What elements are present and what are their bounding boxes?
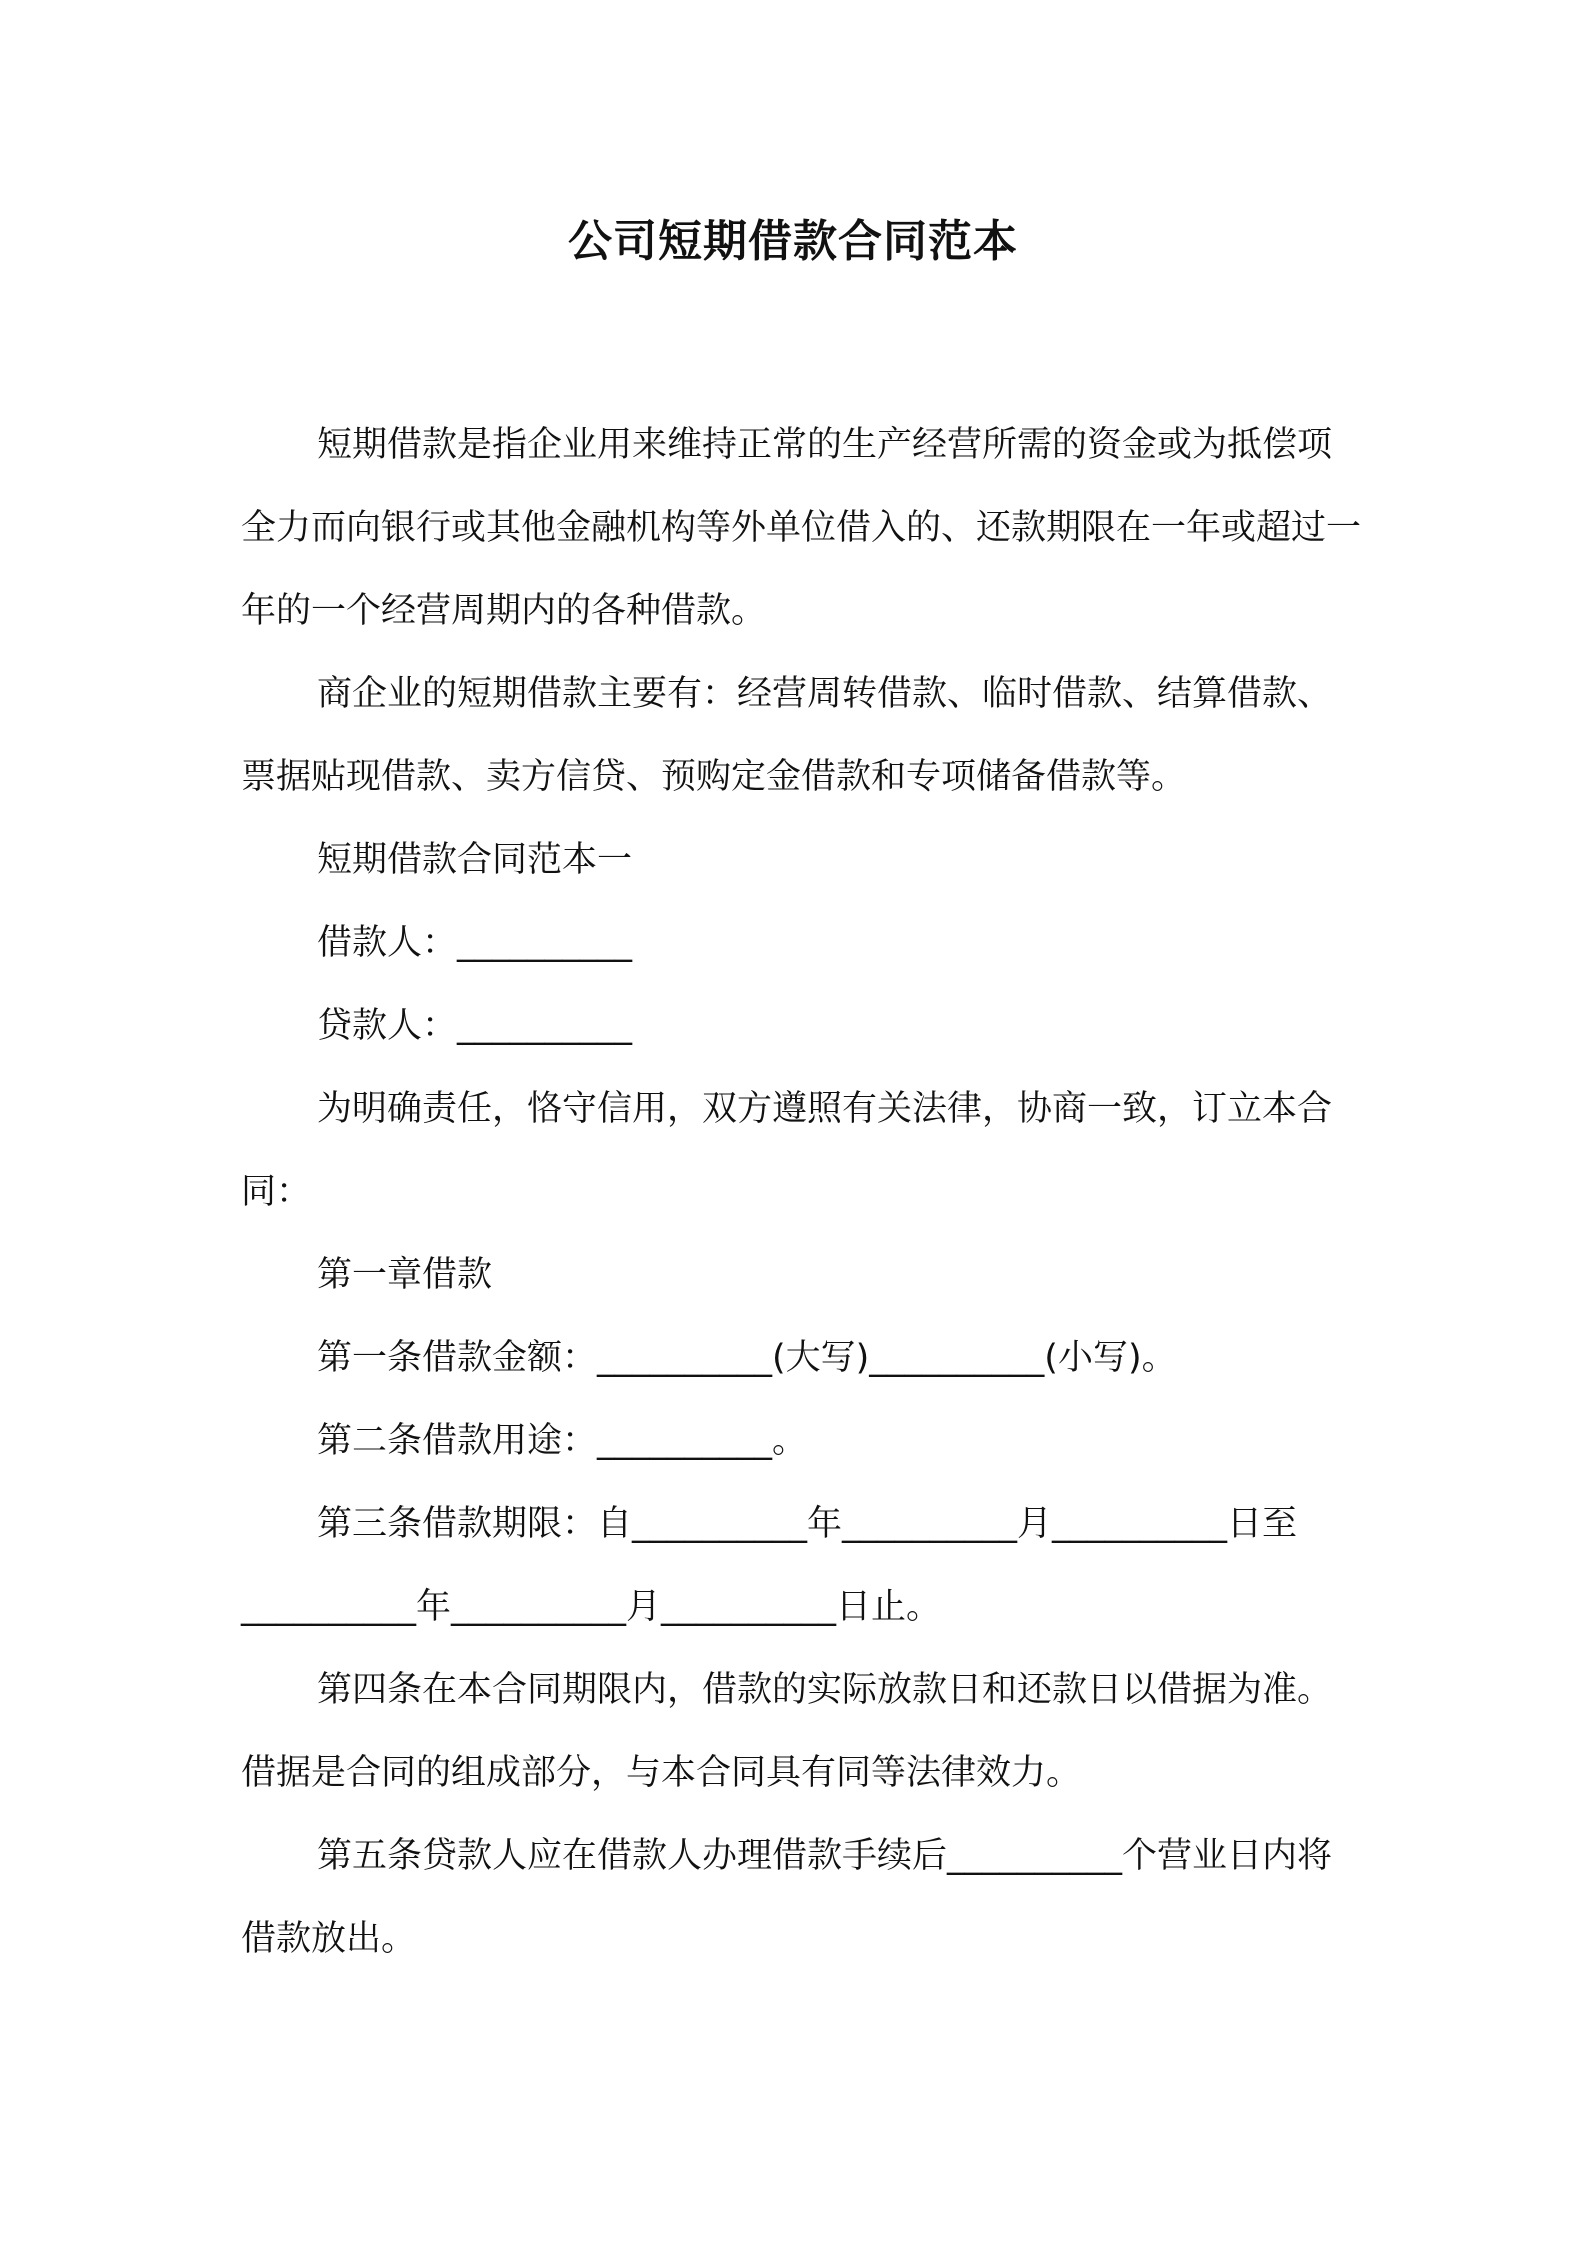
lender-line: 贷款人：__________ <box>317 1006 633 1046</box>
article-5-disbursement: 第五条贷款人应在借款人办理借款手续后__________个营业日内将借款放出。 <box>241 1836 1333 1959</box>
paragraph-loan-types: 商企业的短期借款主要有：经营周转借款、临时借款、结算借款、票据贴现借款、卖方信贷、预购定金借款和专项储备借款等。 <box>241 674 1333 797</box>
document-title: 公司短期借款合同范本 <box>568 216 1018 267</box>
paragraph-definition: 短期借款是指企业用来维持正常的生产经营所需的资金或为抵偿项全力而向银行或其他金融机构等外单位借入的、还款期限在一年或超过一年的一个经营周期内的各种借款。 <box>241 425 1362 631</box>
document-body <box>241 404 1361 1981</box>
article-4-receipt: 第四条在本合同期限内，借款的实际放款日和还款日以借据为准。借据是合同的组成部分，与本合同具有同等法律效力。 <box>241 1670 1333 1793</box>
article-3-term: 第三条借款期限：自__________年__________月__________日至__________年__________月__________日止。 <box>241 1504 1298 1627</box>
preamble: 为明确责任，恪守信用，双方遵照有关法律，协商一致，订立本合同： <box>241 1089 1333 1212</box>
borrower-line: 借款人：__________ <box>317 923 633 963</box>
chapter-1-heading: 第一章借款 <box>317 1255 493 1295</box>
contract-heading: 短期借款合同范本一 <box>317 840 633 880</box>
article-2-purpose: 第二条借款用途：__________。 <box>317 1421 808 1461</box>
article-1-amount: 第一条借款金额：__________(大写)__________(小写)。 <box>317 1338 1177 1378</box>
